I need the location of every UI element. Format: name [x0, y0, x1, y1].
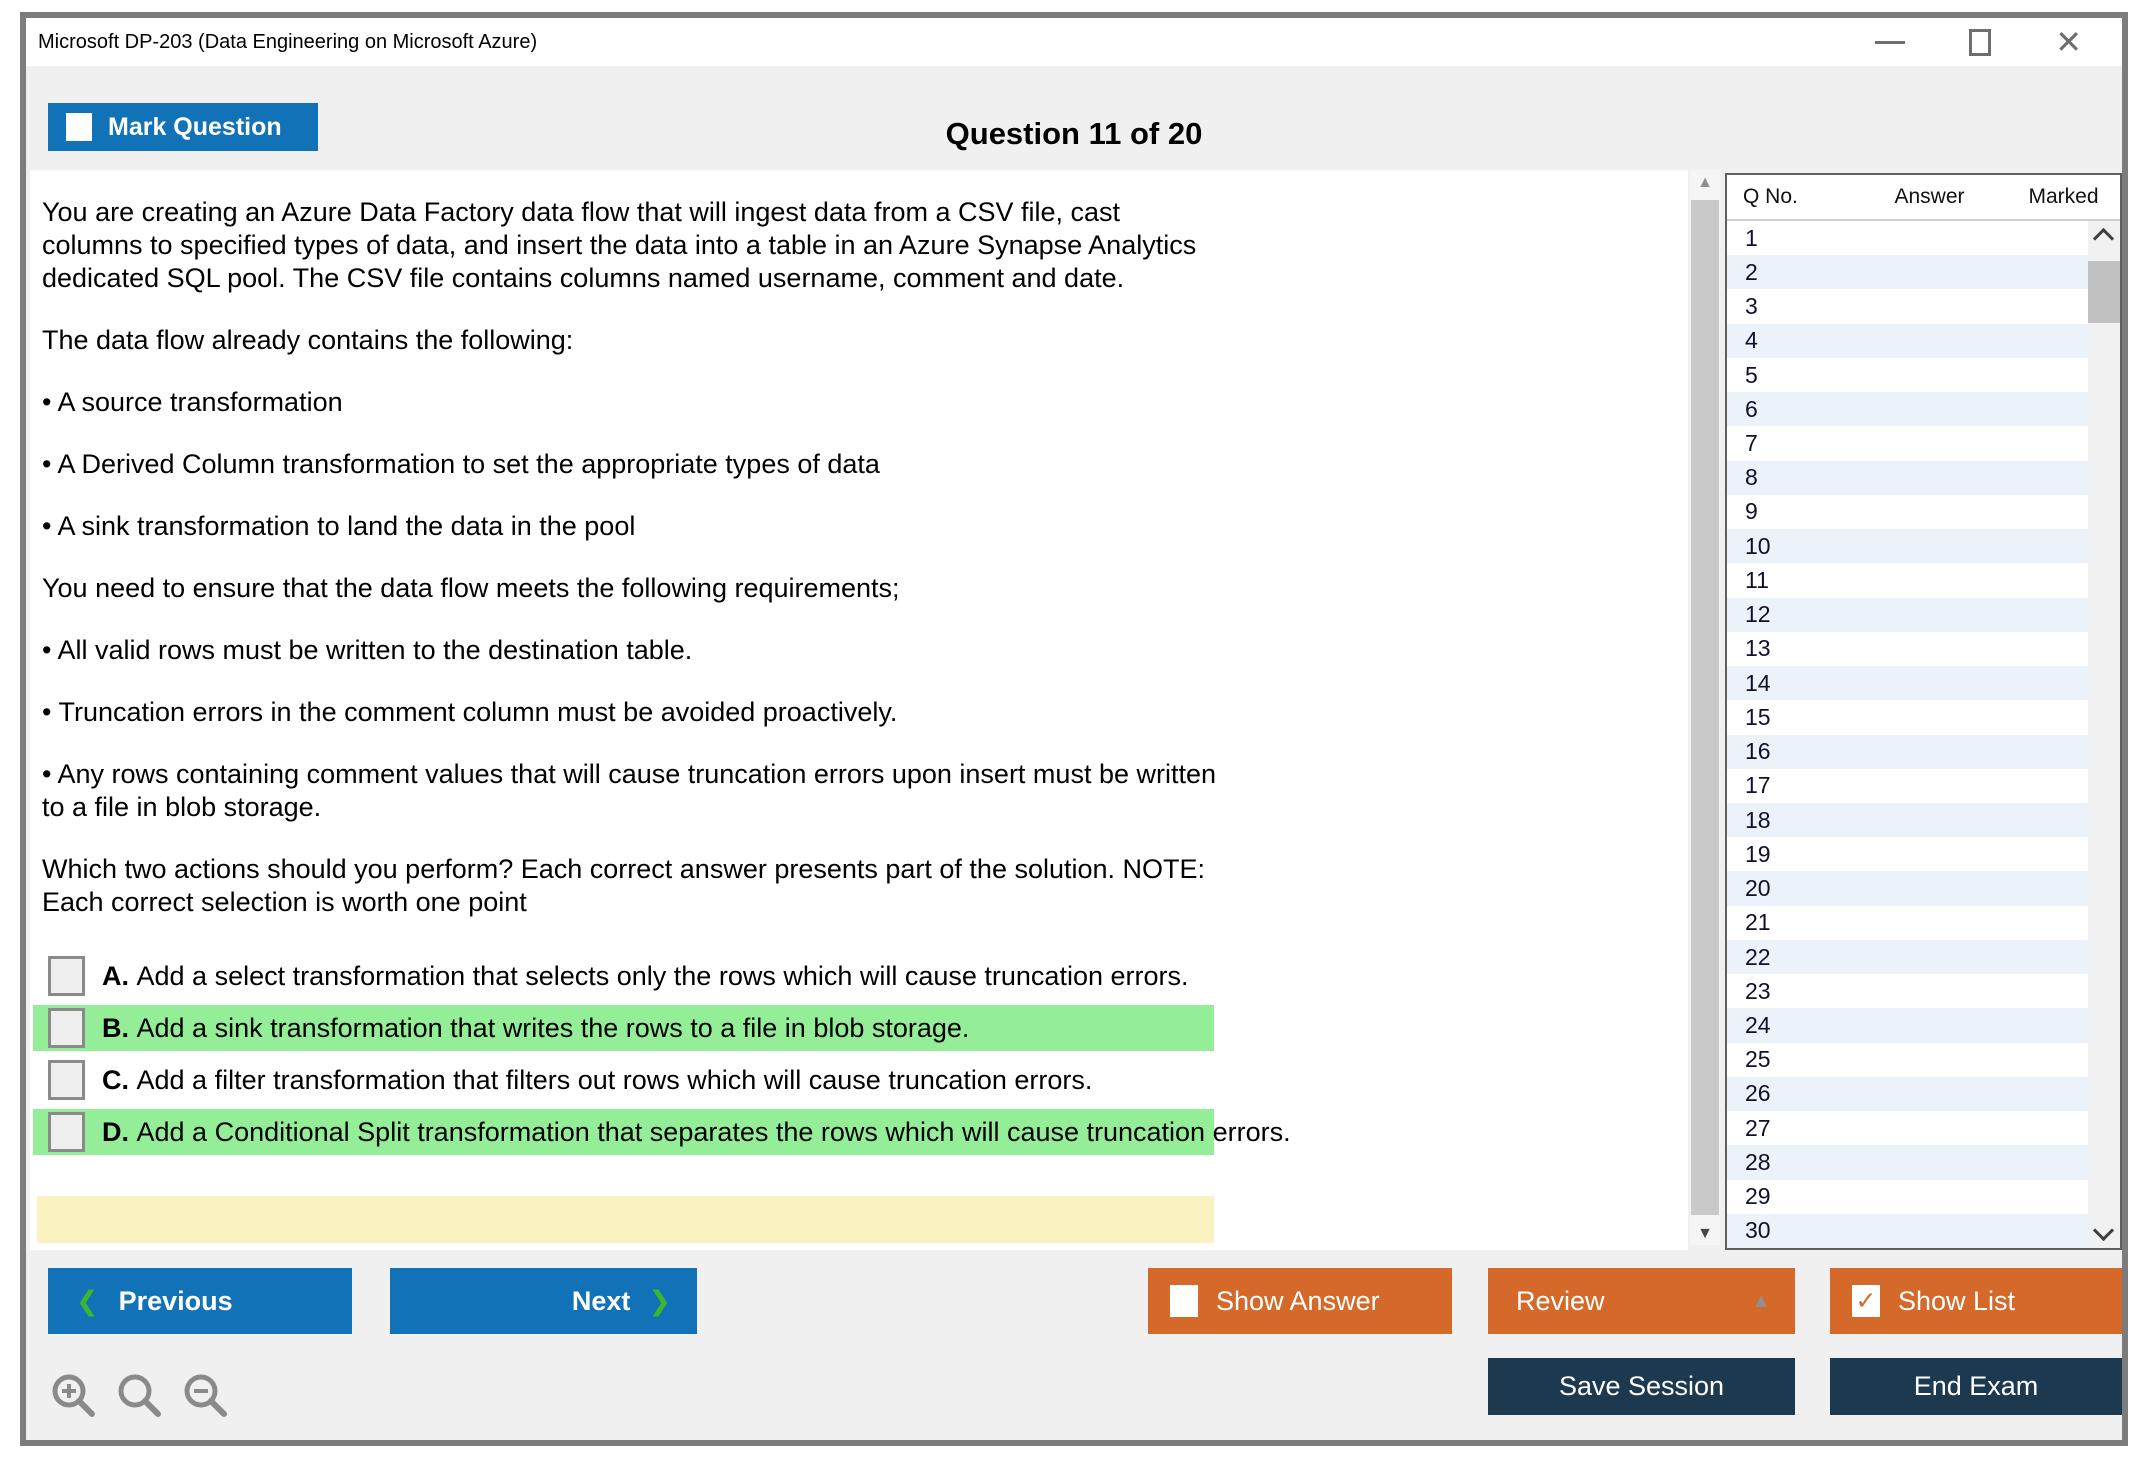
answer-placeholder-bar: [37, 1196, 1214, 1243]
question-list-row[interactable]: [1727, 426, 2088, 460]
cell-qno: 2: [1745, 258, 1758, 285]
minimize-icon[interactable]: [1875, 41, 1905, 44]
question-list-scrollbar[interactable]: [2088, 221, 2120, 1248]
cell-qno: 4: [1745, 327, 1758, 354]
option-b[interactable]: [33, 1005, 1214, 1051]
option-checkbox[interactable]: [48, 1008, 85, 1048]
cell-qno: 1: [1745, 224, 1758, 251]
show-answer-checkbox[interactable]: [1170, 1285, 1198, 1317]
cell-qno: 7: [1745, 430, 1758, 457]
question-list-row[interactable]: [1727, 666, 2088, 700]
maximize-icon[interactable]: [1969, 29, 1991, 56]
cell-qno: 29: [1745, 1183, 1771, 1210]
cell-qno: 23: [1745, 977, 1771, 1004]
cell-qno: 5: [1745, 361, 1758, 388]
question-list-row[interactable]: [1727, 324, 2088, 358]
zoom-toolbar: [48, 1370, 232, 1422]
question-list-row[interactable]: [1727, 974, 2088, 1008]
save-session-button[interactable]: [1488, 1358, 1795, 1415]
cell-qno: 25: [1745, 1046, 1771, 1073]
option-text: B. Add a sink transformation that writes the rows to a file in blob storage.: [102, 1012, 970, 1043]
cell-qno: 20: [1745, 875, 1771, 902]
question-list-row[interactable]: [1727, 461, 2088, 495]
question-counter: Question 11 of 20: [945, 116, 1203, 151]
option-a[interactable]: [33, 953, 1214, 999]
question-list-row[interactable]: [1727, 803, 2088, 837]
option-text: D. Add a Conditional Split transformation that separates the rows which will cause truncation errors.: [102, 1116, 1291, 1147]
cell-qno: 12: [1745, 601, 1771, 628]
question-paragraph: You are creating an Azure Data Factory data flow that will ingest data from a CSV file, cast columns to specified types of data, and insert the data into a table in an Azure Synapse Analytics dedicated SQL pool. The CSV file contains columns named username, comment and date.: [42, 197, 1197, 293]
zoom-out-icon[interactable]: [180, 1370, 232, 1422]
question-list-row[interactable]: [1727, 221, 2088, 255]
show-answer-label: Show Answer: [1216, 1285, 1380, 1316]
question-list-row[interactable]: [1727, 700, 2088, 734]
question-list-row[interactable]: [1727, 1214, 2088, 1248]
cell-qno: 22: [1745, 943, 1771, 970]
scroll-down-icon[interactable]: [2093, 1220, 2114, 1241]
question-paragraph: Which two actions should you perform? Each correct answer presents part of the solution. NOTE: Each correct selection is worth one point: [42, 854, 1206, 917]
question-list-row[interactable]: [1727, 1043, 2088, 1077]
question-list-row[interactable]: [1727, 1180, 2088, 1214]
cell-qno: 21: [1745, 909, 1771, 936]
question-list-header: [1727, 175, 2120, 221]
question-bullet: • A source transformation: [42, 387, 343, 417]
question-list-row[interactable]: [1727, 392, 2088, 426]
scroll-up-icon[interactable]: ▲: [1697, 174, 1713, 191]
window-controls: [1875, 18, 2082, 66]
question-list-row[interactable]: [1727, 1077, 2088, 1111]
titlebar: [26, 18, 2122, 66]
question-list-row[interactable]: [1727, 529, 2088, 563]
review-label: Review: [1516, 1285, 1605, 1316]
cell-qno: 24: [1745, 1012, 1771, 1038]
end-exam-label: End Exam: [1913, 1371, 2039, 1401]
zoom-reset-icon[interactable]: [114, 1370, 166, 1422]
close-icon[interactable]: ✕: [2055, 24, 2082, 60]
previous-label: Previous: [118, 1285, 233, 1316]
option-text: A. Add a select transformation that selects only the rows which will cause truncation errors.: [102, 960, 1189, 991]
next-label: Next: [571, 1285, 631, 1316]
save-session-label: Save Session: [1558, 1371, 1725, 1401]
cell-qno: 16: [1745, 738, 1771, 765]
question-panel: [30, 170, 1688, 1250]
show-list-button[interactable]: [1830, 1268, 2122, 1334]
question-list-rows: [1727, 221, 2088, 1248]
question-list-row[interactable]: [1727, 632, 2088, 666]
question-list-row[interactable]: [1727, 1008, 2088, 1042]
column-header-qno: Q No.: [1743, 185, 1798, 208]
cell-qno: 3: [1745, 293, 1758, 320]
column-header-marked: Marked: [2028, 185, 2099, 208]
question-list-row[interactable]: [1727, 1145, 2088, 1179]
chevron-left-icon: ❮: [76, 1285, 99, 1316]
scroll-down-icon[interactable]: ▼: [1697, 1225, 1713, 1242]
cell-qno: 19: [1745, 840, 1771, 867]
question-scrollbar[interactable]: [1690, 170, 1720, 1245]
question-bullet: • Truncation errors in the comment column must be avoided proactively.: [42, 697, 898, 727]
question-list-row[interactable]: [1727, 598, 2088, 632]
previous-button[interactable]: [48, 1268, 352, 1334]
question-list-row[interactable]: [1727, 495, 2088, 529]
zoom-in-icon[interactable]: [48, 1370, 100, 1422]
question-list-row[interactable]: [1727, 563, 2088, 597]
question-text: [42, 196, 1222, 948]
chevron-right-icon: ❯: [648, 1285, 671, 1316]
question-bullet: • A sink transformation to land the data in the pool: [42, 511, 636, 541]
cell-qno: 14: [1745, 669, 1771, 696]
show-list-checkbox[interactable]: [1852, 1285, 1880, 1317]
question-paragraph: The data flow already contains the following:: [42, 325, 574, 355]
cell-qno: 30: [1745, 1217, 1771, 1244]
cell-qno: 18: [1745, 806, 1771, 833]
app-window: [20, 12, 2128, 1446]
question-list-row[interactable]: [1727, 906, 2088, 940]
question-list-row[interactable]: [1727, 940, 2088, 974]
question-list-scrollbar-thumb[interactable]: [2088, 261, 2120, 323]
cell-qno: 9: [1745, 498, 1758, 525]
question-bullet: • All valid rows must be written to the destination table.: [42, 635, 693, 665]
option-d[interactable]: [33, 1109, 1291, 1155]
review-button[interactable]: [1488, 1268, 1795, 1334]
cell-qno: 10: [1745, 532, 1771, 559]
mark-question-label: Mark Question: [108, 112, 282, 141]
cell-qno: 15: [1745, 703, 1771, 730]
question-list-row[interactable]: [1727, 871, 2088, 905]
next-button[interactable]: [390, 1268, 697, 1334]
cell-qno: 11: [1745, 566, 1769, 593]
mark-question-button[interactable]: [48, 103, 318, 151]
end-exam-button[interactable]: [1830, 1358, 2122, 1415]
question-bullet: • A Derived Column transformation to set the appropriate types of data: [42, 449, 880, 479]
cell-qno: 26: [1745, 1080, 1771, 1107]
cell-qno: 17: [1745, 772, 1771, 799]
column-header-answer: Answer: [1894, 185, 1965, 208]
option-checkbox[interactable]: [48, 1112, 85, 1152]
question-list-row[interactable]: [1727, 1111, 2088, 1145]
option-c[interactable]: [33, 1057, 1214, 1103]
question-paragraph: You need to ensure that the data flow meets the following requirements;: [42, 573, 900, 603]
show-answer-button[interactable]: [1148, 1268, 1452, 1334]
check-icon: ✓: [1855, 1287, 1877, 1315]
question-list-row[interactable]: [1727, 289, 2088, 323]
question-scrollbar-thumb[interactable]: [1691, 200, 1719, 1215]
scroll-up-icon[interactable]: [2093, 228, 2114, 249]
question-list-row[interactable]: [1727, 735, 2088, 769]
cell-qno: 8: [1745, 464, 1758, 491]
cell-qno: 6: [1745, 395, 1758, 422]
cell-qno: 28: [1745, 1148, 1771, 1175]
option-checkbox[interactable]: [48, 1060, 85, 1100]
question-list-row[interactable]: [1727, 358, 2088, 392]
question-list-row[interactable]: [1727, 837, 2088, 871]
cell-qno: 13: [1745, 635, 1771, 662]
question-list-row[interactable]: [1727, 769, 2088, 803]
triangle-up-icon: ▲: [1751, 1289, 1771, 1312]
option-text: C. Add a filter transformation that filters out rows which will cause truncation errors.: [102, 1064, 1093, 1095]
question-list-panel: [1725, 173, 2122, 1250]
window-title: Microsoft DP-203 (Data Engineering on Microsoft Azure): [38, 31, 538, 53]
options-list: [30, 953, 1291, 1161]
option-checkbox[interactable]: [48, 956, 85, 996]
question-bullet: • Any rows containing comment values that will cause truncation errors upon insert must be written to a file in blob storage.: [42, 759, 1216, 822]
question-list-row[interactable]: [1727, 255, 2088, 289]
mark-question-checkbox[interactable]: [66, 113, 92, 141]
cell-qno: 27: [1745, 1114, 1771, 1141]
show-list-label: Show List: [1898, 1285, 2016, 1316]
